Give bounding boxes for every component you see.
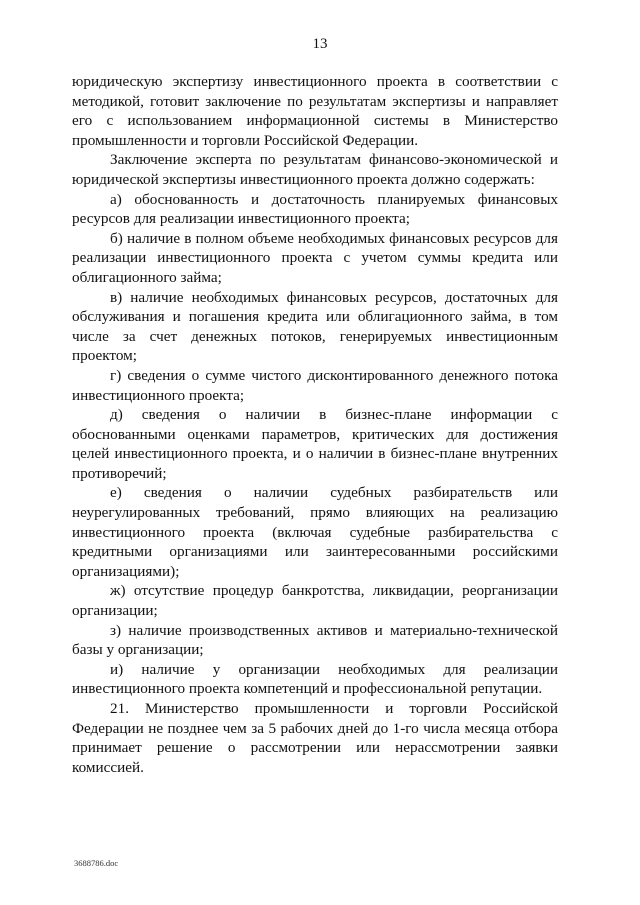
paragraph: ж) отсутствие процедур банкротства, ликвидации, реорганизации организации; (72, 582, 558, 620)
paragraph: 21. Министерство промышленности и торговли Российской Федерации не позднее чем за 5 рабочих дней до 1-го числа месяца отбора принимает решение о рассмотрении или нерассмотрении заявки комиссией. (72, 700, 558, 776)
paragraph: а) обоснованность и достаточность планируемых финансовых ресурсов для реализации инвестиционного проекта; (72, 190, 558, 228)
paragraph: в) наличие необходимых финансовых ресурсов, достаточных для обслуживания и погашения кредита или облигационного займа, в том числе за счет денежных потоков, генерируемых инвестиционным проектом; (72, 288, 558, 365)
paragraph: и) наличие у организации необходимых для реализации инвестиционного проекта компетенций и профессиональной репутации. (72, 660, 558, 698)
document-body (72, 72, 558, 777)
paragraph: з) наличие производственных активов и материально-технической базы у организации; (72, 621, 558, 659)
paragraph: Заключение эксперта по результатам финансово-экономической и юридической экспертизы инвестиционного проекта должно содержать: (72, 151, 558, 188)
paragraph: б) наличие в полном объеме необходимых финансовых ресурсов для реализации инвестиционного проекта с учетом суммы кредита или облигационного займа; (72, 229, 558, 286)
document-file-id: 3688786.doc (74, 858, 119, 868)
paragraph: д) сведения о наличии в бизнес-плане информации с обоснованными оценками параметров, критических для достижения целей инвестиционного проекта, и о наличии в бизнес-плане внутренних противоречий; (72, 406, 558, 482)
page-number: 13 (312, 36, 328, 52)
paragraph: е) сведения о наличии судебных разбирательств или неурегулированных требований, прямо влияющих на реализацию инвестиционного проекта (включая судебные разбирательства с кредитными организациями или заинтересованными российскими организациями); (72, 484, 558, 580)
paragraph: юридическую экспертизу инвестиционного проекта в соответствии с методикой, готовит заключение по результатам экспертизы и направляет его с использованием информационной системы в Министерство промышленности и торговли Российской Федерации. (72, 73, 558, 149)
paragraph: г) сведения о сумме чистого дисконтированного денежного потока инвестиционного проекта; (72, 366, 558, 404)
